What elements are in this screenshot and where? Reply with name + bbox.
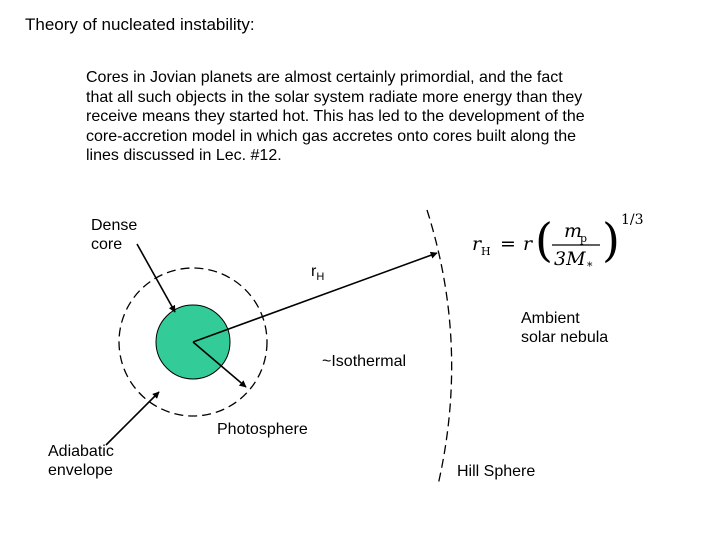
ambient-nebula-label-line: Ambient: [521, 310, 580, 327]
slide-title: Theory of nucleated instability:: [25, 15, 255, 34]
formula-numerator-subscript: p: [580, 232, 588, 245]
formula-rhs-symbol: r: [523, 233, 533, 255]
formula-denominator: 3M: [554, 248, 586, 270]
paragraph-line: lines discussed in Lec. #12.: [86, 147, 282, 164]
formula-right-paren: ): [602, 213, 620, 267]
dense-core-label-line: core: [91, 236, 123, 253]
formula-denominator-subscript: *: [587, 260, 593, 273]
formula-numerator: m: [564, 220, 583, 242]
adiabatic-envelope-label-line: Adiabatic: [48, 443, 114, 460]
paragraph-line: receive means they started hot. This has led to the development of the: [86, 108, 585, 125]
dense-core-label-line: Dense: [91, 217, 138, 234]
formula-left-paren: (: [535, 213, 553, 267]
paragraph-line: core-accretion model in which gas accretes onto cores built along the: [86, 127, 577, 145]
ambient-nebula-label: [521, 309, 608, 347]
ambient-nebula-label-line: solar nebula: [521, 329, 609, 346]
dense-core-label: [91, 216, 137, 254]
isothermal-label: ~Isothermal: [322, 353, 407, 370]
dense-core-arrow: [137, 244, 175, 312]
formula-exponent: 1/3: [621, 212, 644, 228]
hill-radius-label: [311, 262, 324, 287]
formula-equals: =: [500, 233, 516, 255]
formula-lhs-subscript: H: [481, 245, 491, 258]
paragraph-line: that all such objects in the solar system radiate more energy than they: [86, 88, 583, 106]
hill-radius-symbol: r: [311, 263, 317, 280]
paragraph-line: Cores in Jovian planets are almost certainly primordial, and the fact: [86, 69, 563, 86]
photosphere-label: Photosphere: [217, 421, 308, 438]
adiabatic-envelope-arrow: [106, 392, 159, 445]
adiabatic-envelope-label: [48, 442, 114, 480]
hill-sphere-label: Hill Sphere: [457, 463, 536, 480]
hill-radius-subscript: H: [316, 271, 325, 284]
hill-radius-formula: [470, 204, 660, 276]
formula-lhs-symbol: r: [472, 233, 482, 255]
hill-sphere-boundary: [427, 210, 452, 485]
adiabatic-envelope-label-line: envelope: [48, 462, 113, 479]
